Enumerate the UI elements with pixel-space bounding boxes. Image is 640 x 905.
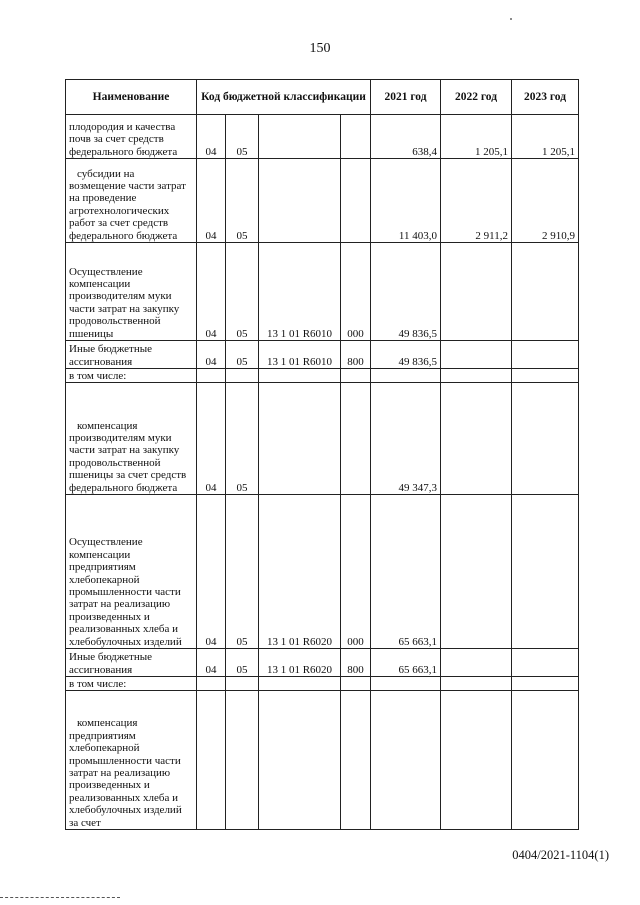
row-2023: [512, 369, 579, 383]
table-row: [66, 369, 579, 383]
row-name: компенсация предприятиям хлебопекарной промышленности части затрат на реализацию произведенных и реализованных хлеба и хлебобулочных изделий за счет: [66, 691, 197, 830]
row-rz: [197, 677, 226, 691]
row-pr: 05: [226, 341, 259, 369]
row-2023: [512, 691, 579, 830]
row-pr: [226, 369, 259, 383]
row-2023: [512, 649, 579, 677]
row-vr: [341, 677, 371, 691]
row-2021: 49 347,3: [371, 383, 441, 495]
row-2021: 11 403,0: [371, 159, 441, 243]
row-rz: 04: [197, 115, 226, 159]
row-rz: [197, 369, 226, 383]
header-2021: 2021 год: [371, 80, 441, 115]
row-pr: [226, 691, 259, 830]
row-rz: 04: [197, 159, 226, 243]
row-name: плодородия и качества почв за счет средств федерального бюджета: [66, 115, 197, 159]
row-2023: [512, 243, 579, 341]
header-code: Код бюджетной классификации: [197, 80, 371, 115]
row-csr: [259, 369, 341, 383]
row-name: в том числе:: [66, 677, 197, 691]
row-2022: [441, 369, 512, 383]
row-vr: [341, 691, 371, 830]
row-csr: [259, 159, 341, 243]
row-name: компенсация производителям муки части затрат на закупку продовольственной пшеницы за счет средств федерального бюджета: [66, 383, 197, 495]
row-2023: [512, 677, 579, 691]
row-2022: [441, 383, 512, 495]
row-vr: [341, 383, 371, 495]
row-csr: [259, 115, 341, 159]
table-row: [66, 677, 579, 691]
document-number: 0404/2021-1104(1): [512, 848, 609, 862]
row-vr: [341, 369, 371, 383]
row-pr: [226, 677, 259, 691]
row-2022: [441, 243, 512, 341]
row-rz: 04: [197, 243, 226, 341]
row-vr: 800: [341, 649, 371, 677]
row-2023: 2 910,9: [512, 159, 579, 243]
footer-divider: [0, 897, 120, 898]
row-rz: [197, 691, 226, 830]
row-rz: 04: [197, 341, 226, 369]
row-2022: [441, 691, 512, 830]
row-2022: [441, 341, 512, 369]
row-rz: 04: [197, 383, 226, 495]
row-pr: 05: [226, 495, 259, 649]
row-vr: [341, 115, 371, 159]
budget-table: [65, 79, 579, 830]
row-2021: 638,4: [371, 115, 441, 159]
header-2023: 2023 год: [512, 80, 579, 115]
row-vr: [341, 159, 371, 243]
row-2021: 49 836,5: [371, 341, 441, 369]
row-name: Иные бюджетные ассигнования: [66, 649, 197, 677]
row-vr: 800: [341, 341, 371, 369]
row-pr: 05: [226, 243, 259, 341]
row-csr: 13 1 01 R6020: [259, 649, 341, 677]
row-pr: 05: [226, 649, 259, 677]
row-2021: 65 663,1: [371, 495, 441, 649]
table-row: [66, 649, 579, 677]
row-csr: 13 1 01 R6020: [259, 495, 341, 649]
row-name: Иные бюджетные ассигнования: [66, 341, 197, 369]
scan-dot: [510, 18, 512, 20]
row-2022: 1 205,1: [441, 115, 512, 159]
row-rz: 04: [197, 495, 226, 649]
row-vr: 000: [341, 243, 371, 341]
table-row: [66, 115, 579, 159]
row-csr: 13 1 01 R6010: [259, 341, 341, 369]
row-2023: [512, 495, 579, 649]
row-name: в том числе:: [66, 369, 197, 383]
row-2022: 2 911,2: [441, 159, 512, 243]
row-csr: [259, 677, 341, 691]
row-2022: [441, 495, 512, 649]
table-header-row: [66, 80, 579, 115]
row-name: Осуществление компенсации предприятиям хлебопекарной промышленности части затрат на реализацию произведенных и реализованных хлеба и хлебобулочных изделий: [66, 495, 197, 649]
table-row: [66, 495, 579, 649]
row-2022: [441, 677, 512, 691]
row-pr: 05: [226, 159, 259, 243]
header-name: Наименование: [66, 80, 197, 115]
row-2021: [371, 691, 441, 830]
table-row: [66, 383, 579, 495]
row-2021: [371, 677, 441, 691]
row-2023: [512, 341, 579, 369]
row-pr: 05: [226, 115, 259, 159]
row-vr: 000: [341, 495, 371, 649]
table-row: [66, 243, 579, 341]
row-csr: [259, 691, 341, 830]
table-row: [66, 691, 579, 830]
page-number: 150: [309, 41, 331, 56]
row-2023: 1 205,1: [512, 115, 579, 159]
row-2021: [371, 369, 441, 383]
row-rz: 04: [197, 649, 226, 677]
row-2023: [512, 383, 579, 495]
row-pr: 05: [226, 383, 259, 495]
row-2021: 65 663,1: [371, 649, 441, 677]
header-2022: 2022 год: [441, 80, 512, 115]
row-name: Осуществление компенсации производителям муки части затрат на закупку продовольственной пшеницы: [66, 243, 197, 341]
row-2022: [441, 649, 512, 677]
row-name: субсидии на возмещение части затрат на проведение агротехнологических работ за счет средств федерального бюджета: [66, 159, 197, 243]
table-row: [66, 159, 579, 243]
row-csr: [259, 383, 341, 495]
row-csr: 13 1 01 R6010: [259, 243, 341, 341]
table-row: [66, 341, 579, 369]
row-2021: 49 836,5: [371, 243, 441, 341]
